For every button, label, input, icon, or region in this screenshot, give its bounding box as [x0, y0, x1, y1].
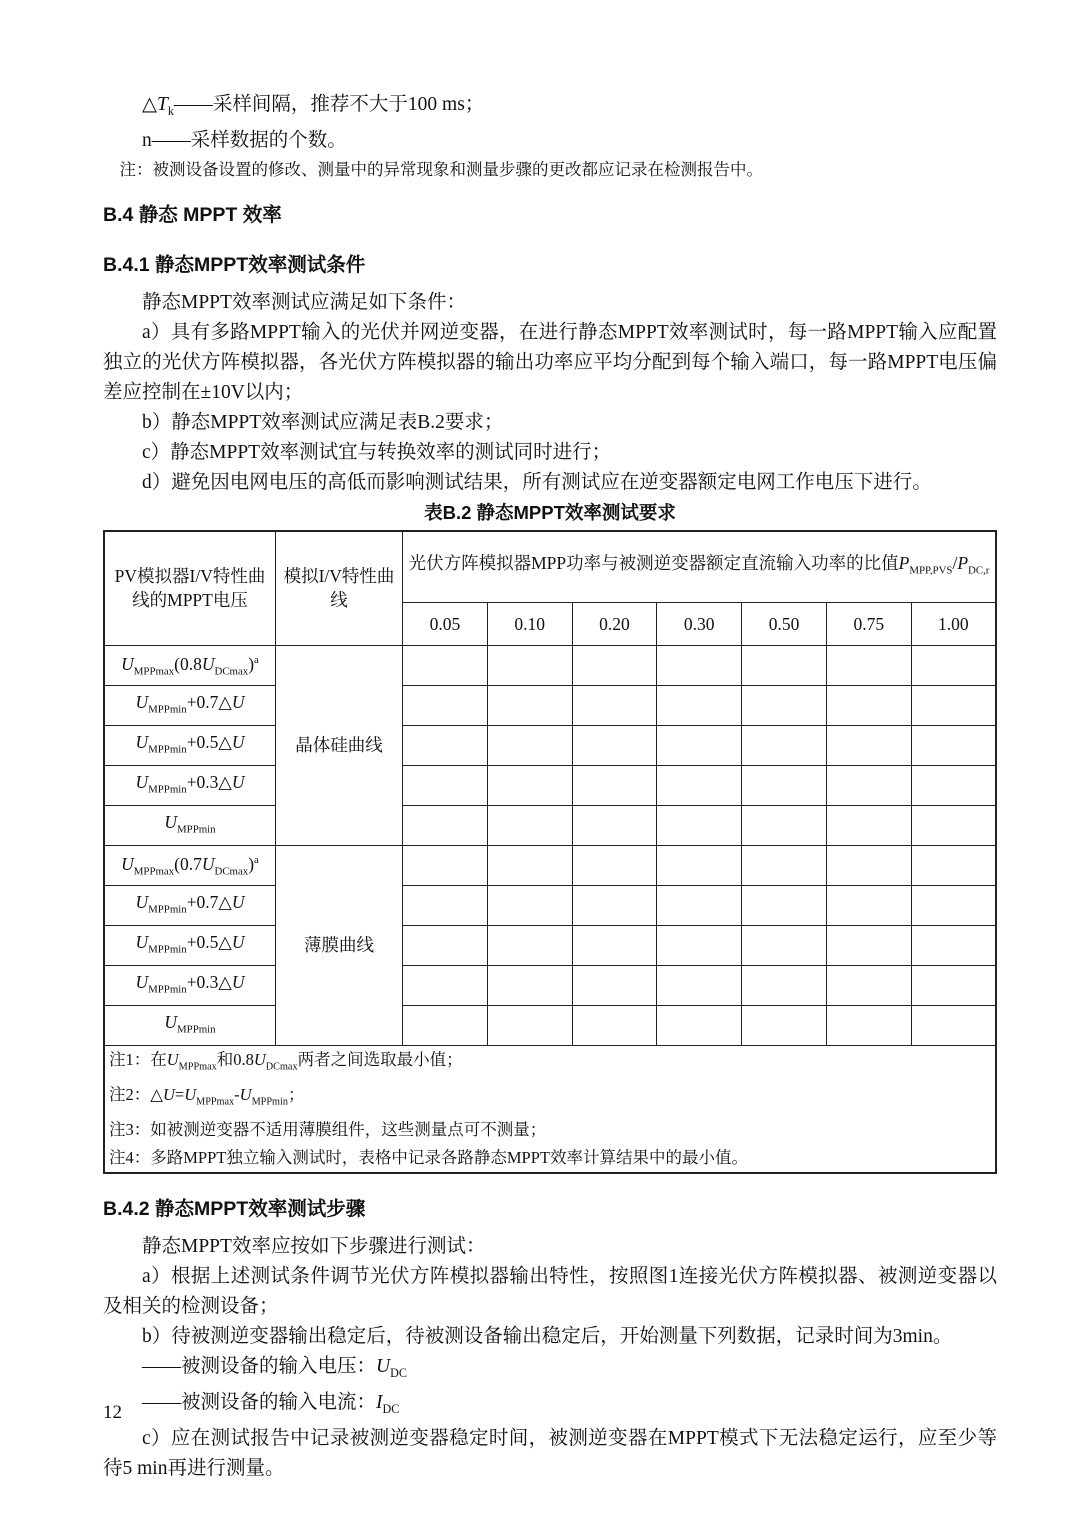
efficiency-value-cell: [742, 885, 827, 925]
paragraph-note: 注：被测设备设置的修改、测量中的异常现象和测量步骤的更改都应记录在检测报告中。: [119, 159, 763, 179]
efficiency-value-cell: [487, 645, 572, 685]
efficiency-value-cell: [911, 885, 996, 925]
table-note-1: 注1：在$U_{MPPmax}$和$0.8U_{DCmax}$两者之间选取最小值；: [109, 1049, 463, 1073]
efficiency-value-cell: [657, 1005, 742, 1045]
definition-sample-count: n——采样数据的个数。: [142, 129, 347, 151]
efficiency-value-cell: [742, 925, 827, 965]
efficiency-value-cell: [572, 725, 657, 765]
efficiency-value-cell: [572, 885, 657, 925]
curve-type-cell: 薄膜曲线: [276, 845, 403, 1045]
table-row: [104, 685, 996, 725]
efficiency-value-cell: [826, 645, 911, 685]
efficiency-value-cell: [826, 725, 911, 765]
table-note-4: 注4：多路MPPT独立输入测试时，表格中记录各路静态MPPT效率计算结果中的最小值。: [109, 1148, 748, 1168]
b41-item-a: a）具有多路MPPT输入的光伏并网逆变器，在进行静态MPPT效率测试时，每一路MPPT输入应配置独立的光伏方阵模拟器，各光伏方阵模拟器的输出功率应平均分配到每个输入端口，每一路MPPT电压偏差应控制在±10V以内；: [103, 321, 997, 403]
efficiency-value-cell: [742, 685, 827, 725]
mppt-voltage-cell: $U_{MPPmax}(0.7U_{DCmax})^a$: [104, 845, 276, 885]
table-caption: 表B.2 静态MPPT效率测试要求: [424, 501, 676, 523]
efficiency-value-cell: [742, 805, 827, 845]
efficiency-value-cell: [742, 845, 827, 885]
efficiency-value-cell: [403, 925, 488, 965]
efficiency-value-cell: [911, 805, 996, 845]
table-row: [104, 925, 996, 965]
efficiency-value-cell: [826, 925, 911, 965]
efficiency-value-cell: [403, 1005, 488, 1045]
efficiency-value-cell: [826, 965, 911, 1005]
mppt-voltage-cell: $U_{MPPmin}$: [104, 805, 276, 845]
efficiency-value-cell: [742, 765, 827, 805]
efficiency-value-cell: [403, 645, 488, 685]
table-row: [104, 725, 996, 765]
efficiency-value-cell: [487, 845, 572, 885]
table-notes-row: [104, 1045, 996, 1173]
section-heading-b41: B.4.1 静态MPPT效率测试条件: [103, 253, 366, 276]
mppt-voltage-cell: $U_{MPPmax}(0.8U_{DCmax})^a$: [104, 645, 276, 685]
efficiency-value-cell: [826, 765, 911, 805]
efficiency-value-cell: [657, 965, 742, 1005]
table-row: [104, 765, 996, 805]
section-heading-b42: B.4.2 静态MPPT效率测试步骤: [103, 1198, 366, 1221]
efficiency-value-cell: [657, 805, 742, 845]
b42-item-b: b）待被测逆变器输出稳定后，待被测设备输出稳定后，开始测量下列数据，记录时间为3min。: [142, 1326, 953, 1348]
ratio-value: 0.30: [657, 602, 742, 645]
efficiency-value-cell: [487, 765, 572, 805]
efficiency-value-cell: [742, 965, 827, 1005]
efficiency-value-cell: [826, 805, 911, 845]
ratio-value: 0.20: [572, 602, 657, 645]
table-row: [104, 1005, 996, 1045]
efficiency-value-cell: [742, 645, 827, 685]
efficiency-value-cell: [826, 685, 911, 725]
efficiency-value-cell: [826, 885, 911, 925]
efficiency-value-cell: [572, 925, 657, 965]
efficiency-value-cell: [572, 805, 657, 845]
efficiency-value-cell: [487, 925, 572, 965]
b42-measured-current: ——被测设备的输入电流：$I_{DC}$: [142, 1392, 400, 1417]
efficiency-value-cell: [572, 965, 657, 1005]
efficiency-value-cell: [911, 965, 996, 1005]
efficiency-value-cell: [487, 685, 572, 725]
efficiency-value-cell: [911, 925, 996, 965]
efficiency-value-cell: [826, 1005, 911, 1045]
mppt-voltage-cell: $U_{MPPmin}+0.5\triangle U$: [104, 925, 276, 965]
curve-type-cell: 晶体硅曲线: [276, 645, 403, 845]
table-row: [104, 965, 996, 1005]
b42-intro: 静态MPPT效率应按如下步骤进行测试：: [142, 1236, 486, 1258]
table-note-2: 注2：$\triangle U=U_{MPPmax}-U_{MPPmin}$；: [109, 1085, 305, 1108]
efficiency-value-cell: [572, 685, 657, 725]
efficiency-value-cell: [403, 845, 488, 885]
efficiency-value-cell: [487, 965, 572, 1005]
b42-measured-voltage: ——被测设备的输入电压：$U_{DC}$: [142, 1356, 407, 1381]
definition-sampling-interval: $\triangle T_k——$采样间隔，推荐不大于100 ms；: [142, 94, 485, 118]
efficiency-value-cell: [911, 845, 996, 885]
efficiency-value-cell: [742, 725, 827, 765]
table-row: [104, 845, 996, 885]
col-header-power-ratio: 光伏方阵模拟器MPP功率与被测逆变器额定直流输入功率的比值$P_{MPP,PVS}/P_{DC,r}$: [403, 531, 997, 603]
b42-item-c: c）应在测试报告中记录被测逆变器稳定时间，被测逆变器在MPPT模式下无法稳定运行，应至少等待5 min再进行测量。: [103, 1428, 997, 1480]
efficiency-value-cell: [572, 645, 657, 685]
table-row: [104, 805, 996, 845]
efficiency-value-cell: [403, 805, 488, 845]
efficiency-value-cell: [657, 845, 742, 885]
table-note-3: 注3：如被测逆变器不适用薄膜组件，这些测量点可不测量；: [109, 1120, 547, 1140]
efficiency-value-cell: [403, 725, 488, 765]
b41-item-c: c）静态MPPT效率测试宜与转换效率的测试同时进行；: [142, 441, 612, 463]
mppt-voltage-cell: $U_{MPPmin}+0.3\triangle U$: [104, 765, 276, 805]
table-notes-cell: [104, 1045, 996, 1173]
section-heading-b4: B.4 静态 MPPT 效率: [103, 203, 282, 226]
efficiency-value-cell: [911, 725, 996, 765]
table-row: [104, 645, 996, 685]
ratio-value: 0.05: [403, 602, 488, 645]
ratio-value: 0.50: [742, 602, 827, 645]
efficiency-value-cell: [572, 1005, 657, 1045]
b41-item-b: b）静态MPPT效率测试应满足表B.2要求；: [142, 411, 504, 433]
efficiency-value-cell: [742, 1005, 827, 1045]
mppt-voltage-cell: $U_{MPPmin}+0.7\triangle U$: [104, 685, 276, 725]
efficiency-value-cell: [657, 645, 742, 685]
efficiency-value-cell: [657, 685, 742, 725]
table-header-row: [104, 531, 996, 603]
col-header-iv-curve: 模拟I/V特性曲线: [276, 531, 403, 646]
b42-item-a: a）根据上述测试条件调节光伏方阵模拟器输出特性，按照图1连接光伏方阵模拟器、被测逆变器以及相关的检测设备；: [103, 1266, 997, 1318]
page-number: 12: [103, 1402, 122, 1423]
efficiency-value-cell: [403, 685, 488, 725]
efficiency-value-cell: [657, 765, 742, 805]
efficiency-value-cell: [911, 685, 996, 725]
efficiency-value-cell: [657, 925, 742, 965]
mppt-voltage-cell: $U_{MPPmin}$: [104, 1005, 276, 1045]
efficiency-value-cell: [826, 845, 911, 885]
efficiency-value-cell: [403, 765, 488, 805]
efficiency-value-cell: [911, 645, 996, 685]
efficiency-value-cell: [911, 1005, 996, 1045]
table-row: [104, 885, 996, 925]
efficiency-value-cell: [403, 965, 488, 1005]
efficiency-value-cell: [487, 1005, 572, 1045]
ratio-value: 1.00: [911, 602, 996, 645]
ratio-value: 0.10: [487, 602, 572, 645]
efficiency-value-cell: [403, 885, 488, 925]
ratio-value: 0.75: [826, 602, 911, 645]
efficiency-value-cell: [487, 885, 572, 925]
b41-intro: 静态MPPT效率测试应满足如下条件：: [142, 291, 466, 313]
b41-item-d: d）避免因电网电压的高低而影响测试结果，所有测试应在逆变器额定电网工作电压下进行。: [142, 471, 932, 493]
efficiency-value-cell: [657, 885, 742, 925]
efficiency-value-cell: [487, 725, 572, 765]
table-b2: [103, 530, 997, 1175]
efficiency-value-cell: [487, 805, 572, 845]
efficiency-value-cell: [657, 725, 742, 765]
efficiency-value-cell: [911, 765, 996, 805]
mppt-voltage-cell: $U_{MPPmin}+0.7\triangle U$: [104, 885, 276, 925]
mppt-voltage-cell: $U_{MPPmin}+0.3\triangle U$: [104, 965, 276, 1005]
efficiency-value-cell: [572, 845, 657, 885]
efficiency-value-cell: [572, 765, 657, 805]
mppt-voltage-cell: $U_{MPPmin}+0.5\triangle U$: [104, 725, 276, 765]
col-header-mppt-voltage: PV模拟器I/V特性曲线的MPPT电压: [104, 531, 276, 646]
